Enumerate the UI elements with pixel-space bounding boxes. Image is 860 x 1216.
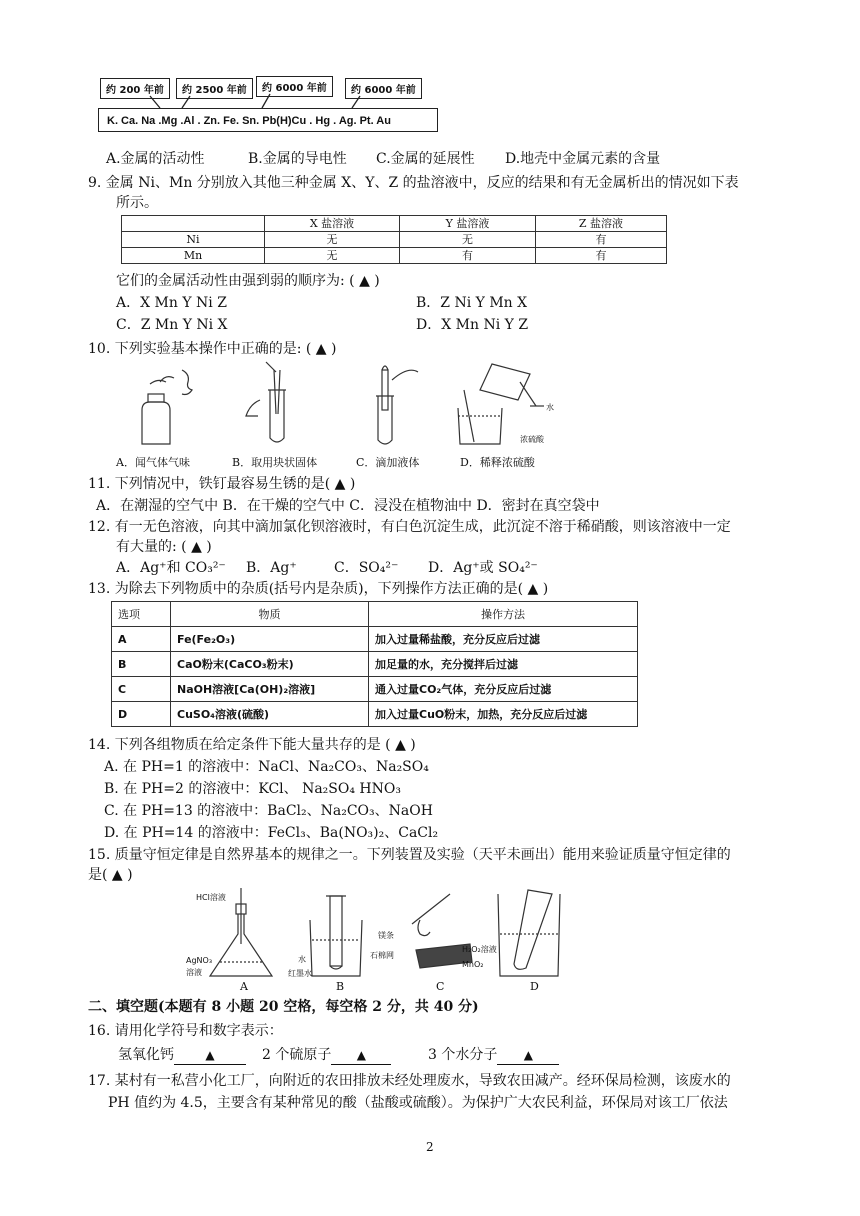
table-cell: 加入过量CuO粉末，加热，充分反应后过滤 [369, 702, 638, 727]
q14-option-c: C. 在 PH=13 的溶液中：BaCl₂、Na₂CO₃、NaOH [104, 803, 433, 819]
q16-stem: 16. 请用化学符号和数字表示： [88, 1023, 283, 1039]
table-row [112, 652, 638, 677]
timeline-label-3: 约 6000 年前 [256, 76, 333, 97]
q15-stem-cont: 是( ▲ ) [88, 867, 133, 883]
table-cell: 通入过量CO₂气体，充分反应后过滤 [369, 677, 638, 702]
q15-letter-b: B [336, 980, 345, 993]
table-cell: 无 [400, 232, 536, 248]
q9-stem-cont: 所示。 [116, 195, 158, 211]
q14-option-d: D. 在 PH=14 的溶液中：FeCl₃、Ba(NO₃)₂、CaCl₂ [104, 825, 439, 841]
q11-stem: 11. 下列情况中，铁钉最容易生锈的是( ▲ ) [88, 476, 356, 492]
answer-blank[interactable] [331, 1046, 391, 1065]
table-cell: 有 [400, 248, 536, 264]
q15-label-agno3: AgNO₃ [186, 956, 213, 965]
q15-label-red-ink: 红墨水 [288, 969, 312, 978]
q10-caption-d: D．稀释浓硫酸 [460, 456, 535, 469]
table-cell: 无 [265, 232, 400, 248]
timeline-label-2: 约 2500 年前 [176, 78, 253, 99]
q15-label-gauze: 石棉网 [370, 951, 394, 960]
table-cell: 有 [536, 232, 667, 248]
q10-caption-c: C．滴加液体 [356, 456, 420, 469]
table-cell: B [112, 652, 171, 677]
table-cell: NaOH溶液[Ca(OH)₂溶液] [171, 677, 369, 702]
table-cell: CaO粉末(CaCO₃粉末) [171, 652, 369, 677]
q9-table [121, 215, 667, 264]
table-cell: C [112, 677, 171, 702]
table-cell: Ni [122, 232, 265, 248]
q15-label-mno2: MnO₂ [462, 960, 484, 969]
q15-label-mg-strip: 镁条 [378, 931, 394, 940]
q15-stem: 15. 质量守恒定律是自然界基本的规律之一。下列装置及实验（天平未画出）能用来验证质量守恒定律的 [88, 847, 731, 863]
q11-options: A．在潮湿的空气中 B．在干燥的空气中 C．浸没在植物油中 D．密封在真空袋中 [96, 498, 600, 514]
metal-activity-series: K. Ca. Na .Mg .Al . Zn. Fe. Sn. Pb(H)Cu . Hg . Ag. Pt. Au [98, 108, 438, 132]
q16-item-3-label: 3 个水分子 [428, 1047, 498, 1063]
q10-stem: 10. 下列实验基本操作中正确的是: ( ▲ ) [88, 341, 337, 357]
table-cell: 物质 [171, 602, 369, 627]
q15-label-h2o2: H₂O₂溶液 [462, 945, 497, 954]
q10-caption-b: B．取用块状固体 [232, 456, 318, 469]
blank-mark: ▲ [205, 1048, 215, 1062]
q12-stem-cont: 有大量的: ( ▲ ) [116, 539, 212, 555]
timeline-label-1: 约 200 年前 [100, 78, 170, 99]
q16-item-2 [262, 1046, 391, 1065]
q16-item-2-label: 2 个硫原子 [262, 1047, 332, 1063]
q15-letter-c: C [436, 980, 445, 993]
q8-option-c: C.金属的延展性 [376, 151, 475, 167]
table-cell: 加足量的水，充分搅拌后过滤 [369, 652, 638, 677]
page-number: 2 [426, 1140, 434, 1154]
q10-illustrations [100, 360, 580, 452]
table-row [112, 702, 638, 727]
q15-letter-a: A [240, 980, 248, 993]
q15-label-solution: 溶液 [186, 968, 202, 977]
q10-label-water: 水 [546, 403, 554, 412]
section-title: 二、填空题(本题有 8 小题 20 空格，每空格 2 分，共 40 分) [88, 999, 479, 1015]
table-cell: Y 盐溶液 [400, 216, 536, 232]
table-cell: 无 [265, 248, 400, 264]
table-cell: 有 [536, 248, 667, 264]
answer-blank[interactable] [174, 1046, 246, 1065]
table-row [122, 216, 667, 232]
table-cell: D [112, 702, 171, 727]
q17-line-1: 17. 某村有一私营小化工厂，向附近的农田排放未经处理废水，导致农田减产。经环保局检测，该废水的 [88, 1073, 731, 1089]
q17-line-2: PH 值约为 4.5，主要含有某种常见的酸（盐酸或硫酸）。为保护广大农民利益，环保局对该工厂依法 [108, 1095, 728, 1111]
q15-label-hcl: HCl溶液 [196, 893, 226, 902]
q9-option-a: A．X Mn Y Ni Z [116, 295, 227, 311]
q9-option-c: C．Z Mn Y Ni X [116, 317, 228, 333]
table-cell: A [112, 627, 171, 652]
table-cell [122, 216, 265, 232]
q13-stem: 13. 为除去下列物质中的杂质(括号内是杂质)，下列操作方法正确的是( ▲ ) [88, 581, 549, 597]
q8-option-d: D.地壳中金属元素的含量 [505, 151, 661, 167]
table-row [112, 602, 638, 627]
q15-label-water: 水 [298, 955, 306, 964]
table-row [122, 248, 667, 264]
table-row [112, 627, 638, 652]
table-cell: 加入过量稀盐酸，充分反应后过滤 [369, 627, 638, 652]
table-row [122, 232, 667, 248]
q10-label-acid: 浓硫酸 [520, 435, 544, 444]
table-row [112, 677, 638, 702]
table-cell: Fe(Fe₂O₃) [171, 627, 369, 652]
timeline-label-4: 约 6000 年前 [345, 78, 422, 99]
table-cell: Z 盐溶液 [536, 216, 667, 232]
table-cell: 操作方法 [369, 602, 638, 627]
q14-option-a: A. 在 PH=1 的溶液中：NaCl、Na₂CO₃、Na₂SO₄ [104, 759, 429, 775]
q9-ask: 它们的金属活动性由强到弱的顺序为: ( ▲ ) [116, 273, 380, 289]
q8-option-a: A.金属的活动性 [106, 151, 205, 167]
blank-mark: ▲ [523, 1048, 533, 1062]
q10-caption-a: A．闻气体气味 [116, 456, 190, 469]
q12-option-a: A．Ag⁺和 CO₃²⁻ [116, 560, 226, 576]
q14-option-b: B. 在 PH=2 的溶液中：KCl、 Na₂SO₄ HNO₃ [104, 781, 401, 797]
q13-table [111, 601, 638, 727]
table-cell: X 盐溶液 [265, 216, 400, 232]
blank-mark: ▲ [356, 1048, 366, 1062]
table-cell: CuSO₄溶液(硫酸) [171, 702, 369, 727]
table-cell: 选项 [112, 602, 171, 627]
q9-option-d: D．X Mn Ni Y Z [416, 317, 529, 333]
q12-option-d: D．Ag⁺或 SO₄²⁻ [428, 560, 538, 576]
answer-blank[interactable] [497, 1046, 559, 1065]
q12-option-c: C．SO₄²⁻ [334, 560, 399, 576]
q15-letter-d: D [530, 980, 539, 993]
q16-item-1-label: 氢氧化钙 [118, 1047, 174, 1063]
q8-option-b: B.金属的导电性 [248, 151, 347, 167]
q12-option-b: B．Ag⁺ [246, 560, 297, 576]
q16-item-3 [428, 1046, 559, 1065]
q9-stem: 9. 金属 Ni、Mn 分别放入其他三种金属 X、Y、Z 的盐溶液中，反应的结果和有无金属析出的情况如下表 [88, 175, 739, 191]
q12-stem: 12. 有一无色溶液，向其中滴加氯化钡溶液时，有白色沉淀生成，此沉淀不溶于稀硝酸，则该溶液中一定 [88, 519, 731, 535]
q14-stem: 14. 下列各组物质在给定条件下能大量共存的是 ( ▲ ) [88, 737, 416, 753]
q16-item-1 [118, 1046, 246, 1065]
table-cell: Mn [122, 248, 265, 264]
q9-option-b: B．Z Ni Y Mn X [416, 295, 528, 311]
